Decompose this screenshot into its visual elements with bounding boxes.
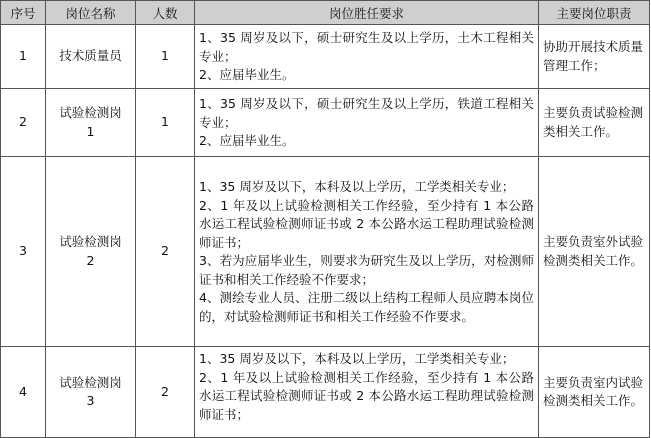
position-name-line: 试验检测岗 — [59, 374, 122, 390]
cell-requirements — [195, 157, 539, 347]
requirement-item: 1、35 周岁及以下，硕士研究生及以上学历，铁道工程相关专业； — [199, 96, 534, 130]
requirement-item: 2、应届毕业生。 — [199, 133, 295, 149]
table-header-row — [1, 1, 650, 25]
position-name-line: 2 — [86, 252, 95, 268]
header-duties: 主要岗位职责 — [539, 1, 650, 25]
cell-position — [46, 25, 136, 89]
cell-seq: 4 — [1, 347, 46, 438]
cell-duties: 主要负责室外试验检测类相关工作。 — [539, 157, 650, 347]
header-requirements: 岗位胜任要求 — [195, 1, 539, 25]
cell-requirements — [195, 347, 539, 438]
position-name-line: 3 — [86, 393, 95, 408]
requirement-item: 4、测绘专业人员、注册二级以上结构工程师人员应聘本岗位的，对试验检测师证书和相关工作经验不作要求。 — [199, 290, 534, 324]
position-name-line: 试验检测岗 — [59, 105, 122, 120]
cell-count: 1 — [136, 25, 195, 89]
cell-count: 2 — [136, 347, 195, 438]
header-count: 人数 — [136, 1, 195, 25]
cell-position — [46, 157, 136, 347]
cell-seq: 2 — [1, 89, 46, 157]
cell-count: 1 — [136, 89, 195, 157]
requirement-item: 3、若为应届毕业生，则要求为研究生及以上学历，对检测师证书和相关工作经验不作要求； — [199, 253, 534, 287]
cell-position — [46, 89, 136, 157]
position-name-line: 技术质量员 — [59, 48, 122, 64]
cell-duties: 主要负责试验检测类相关工作。 — [539, 89, 650, 157]
position-name-line: 试验检测岗 — [59, 234, 122, 249]
requirement-item: 1、35 周岁及以下，本科及以上学历，工学类相关专业； — [199, 179, 515, 194]
cell-position — [46, 347, 136, 438]
requirement-item: 1、35 周岁及以下，硕士研究生及以上学历，土木工程相关专业； — [199, 30, 534, 64]
cell-requirements — [195, 25, 539, 89]
cell-requirements — [195, 89, 539, 157]
table-row — [1, 25, 650, 89]
requirement-item: 2、应届毕业生。 — [199, 67, 295, 83]
table-row — [1, 89, 650, 157]
position-name-line: 1 — [86, 123, 95, 139]
table-row — [1, 347, 650, 438]
requirement-item: 2、1 年及以上试验检测相关工作经验，至少持有 1 本公路水运工程试验检测师证书或 2 本公路水运工程助理试验检测师证书； — [199, 369, 534, 422]
cell-seq: 1 — [1, 25, 46, 89]
cell-seq: 3 — [1, 157, 46, 347]
cell-duties: 协助开展技术质量管理工作； — [539, 25, 650, 89]
requirement-item: 1、35 周岁及以下，本科及以上学历，工学类相关专业； — [199, 351, 515, 366]
header-position: 岗位名称 — [46, 1, 136, 25]
table-row — [1, 157, 650, 347]
requirement-item: 2、1 年及以上试验检测相关工作经验，至少持有 1 本公路水运工程试验检测师证书或 2 本公路水运工程助理试验检测师证书； — [199, 197, 534, 250]
cell-duties: 主要负责室内试验检测类相关工作。 — [539, 347, 650, 438]
cell-count: 2 — [136, 157, 195, 347]
header-seq: 序号 — [1, 1, 46, 25]
